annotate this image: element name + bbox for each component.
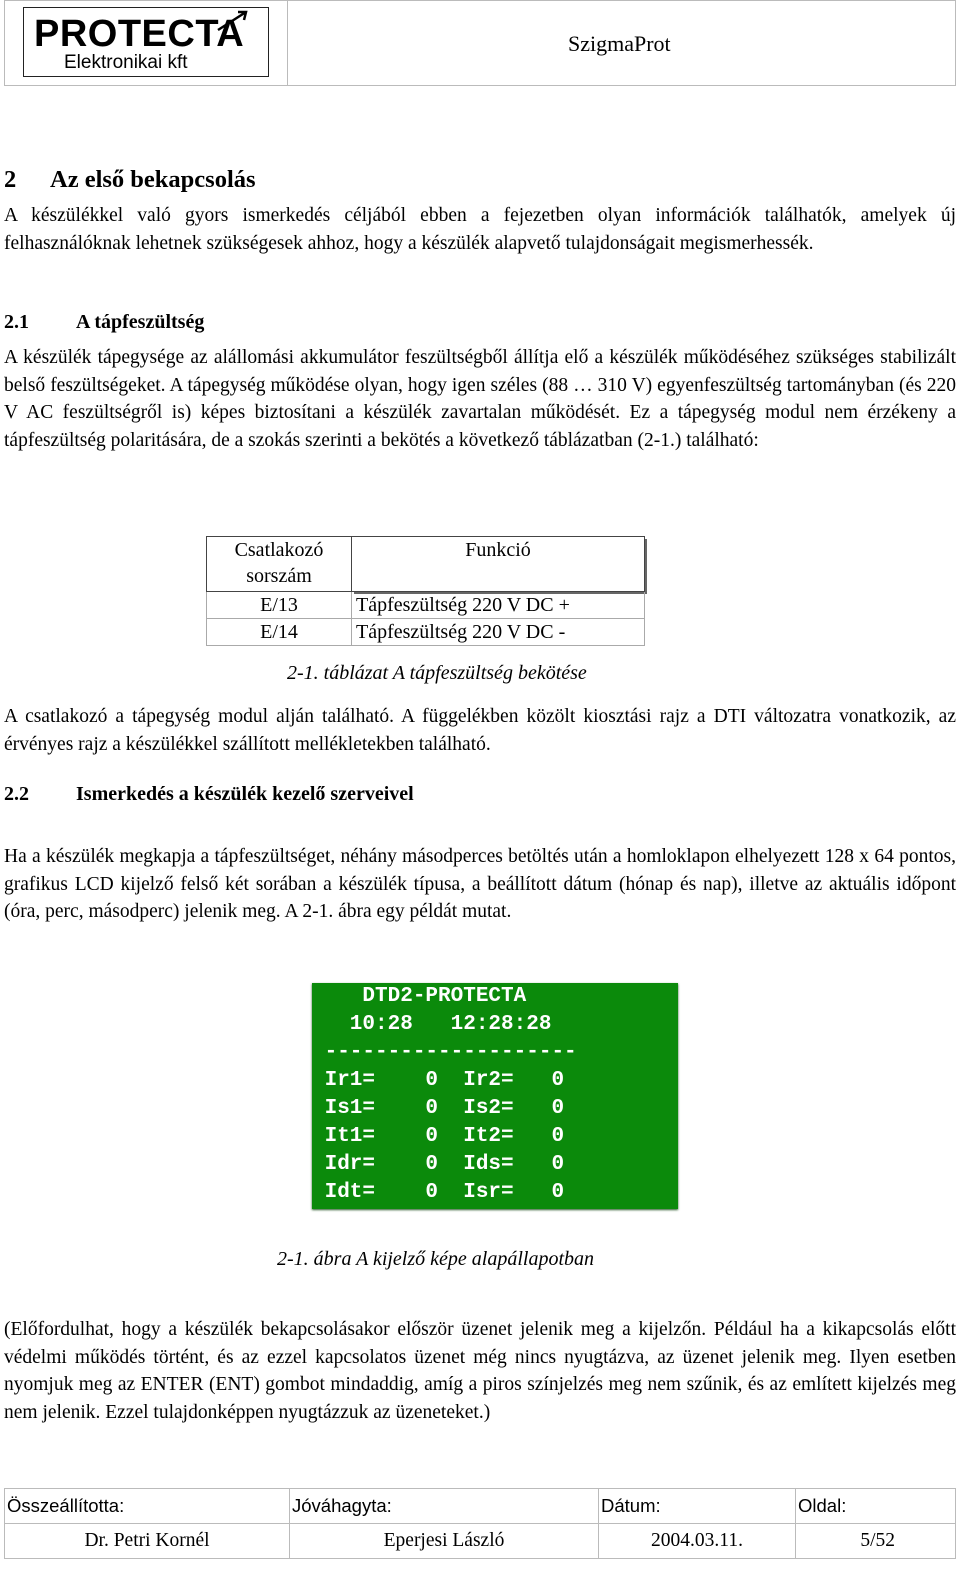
figure-caption: 2-1. ábra A kijelző képe alapállapotban bbox=[277, 1248, 595, 1270]
lcd-line: -------------------- bbox=[312, 1041, 577, 1064]
subsection-title: Ismerkedés a készülék kezelő szerveivel bbox=[76, 783, 414, 805]
footer-table bbox=[4, 1488, 956, 1559]
table-cell: Tápfeszültség 220 V DC - bbox=[352, 619, 645, 646]
logo-subtitle: Elektronikai kft bbox=[64, 52, 188, 73]
footer-value-row bbox=[5, 1524, 956, 1559]
subsection-body-2-1: A készülék tápegysége az alállomási akkumulátor feszültségből állítja elő a készülék működéséhez szükséges stabilizált belső feszültségeket. A tápegység működése olyan, hogy igen széles (88 … 310 V) egyenfeszültség tartományban (és 220 V AC feszültségről is) képes biztosítani a készülék zavartalan működését. Ez a tápegység modul nem érzékeny a tápfeszültség polaritására, de a szokás szerinti a bekötés a következő táblázatban (2-1.) található: bbox=[4, 347, 956, 451]
lcd-line: 10:28 12:28:28 bbox=[312, 1013, 552, 1036]
subsection-title: A tápfeszültség bbox=[76, 311, 205, 333]
lcd-line: Is1= 0 Is2= 0 bbox=[312, 1097, 565, 1120]
lcd-line: It1= 0 It2= 0 bbox=[312, 1125, 565, 1148]
footer-value: 5/52 bbox=[796, 1524, 956, 1559]
table-caption: 2-1. táblázat A tápfeszültség bekötése bbox=[287, 662, 587, 684]
closing-paragraph: (Előfordulhat, hogy a készülék bekapcsolásakor először üzenet jelenik meg a kijelzőn. Például ha a kikapcsolás előtt védelmi működés történt, és az ezzel kapcsolatos üzenet még nincs nyugtázva, az üzenet jelenik meg. Ilyen esetben nyomjuk meg az ENTER (ENT) gombot mindaddig, amíg a piros színjelzés meg nem szűnik, és az említett kijelzés meg nem jelenik. Ezzel tulajdonképpen nyugtázzuk az üzeneteket.) bbox=[4, 1319, 956, 1423]
table-header-cell: Funkció bbox=[352, 537, 645, 592]
section-number: 2 bbox=[4, 166, 17, 193]
logo-arrow-icon bbox=[212, 8, 252, 32]
table-header-cell: Csatlakozó sorszám bbox=[207, 537, 352, 592]
lcd-line: DTD2-PROTECTA bbox=[312, 985, 527, 1008]
lcd-display bbox=[312, 983, 678, 1209]
table-row bbox=[207, 619, 645, 646]
subsection-heading-2-2 bbox=[4, 783, 414, 806]
subsection-body-2-2: Ha a készülék megkapja a tápfeszültséget, néhány másodperces betöltés után a homloklapon elhelyezett 128 x 64 pontos, grafikus LCD kijelző felső két sorában a készülék típusa, a beállított dátum (hónap és nap), illetve az aktuális időpont (óra, perc, másodperc) jelenik meg. A 2-1. ábra egy példát mutat. bbox=[4, 846, 956, 922]
table-header-row bbox=[207, 537, 645, 592]
connector-table bbox=[206, 536, 645, 646]
after-table-text: A csatlakozó a tápegység modul alján található. A függelékben közölt kiosztási rajz a DTI változatra vonatkozik, az érvényes rajz a készülékkel szállított mellékletekben található. bbox=[4, 706, 956, 755]
logo-cell bbox=[5, 1, 288, 85]
table-row bbox=[207, 592, 645, 619]
footer-label: Dátum: bbox=[599, 1489, 796, 1524]
footer-label: Oldal: bbox=[796, 1489, 956, 1524]
section-title: Az első bekapcsolás bbox=[50, 166, 256, 193]
subsection-heading-2-1 bbox=[4, 311, 204, 334]
lcd-line: Idt= 0 Isr= 0 bbox=[312, 1181, 565, 1204]
footer-value: 2004.03.11. bbox=[599, 1524, 796, 1559]
footer-label: Jóváhagyta: bbox=[290, 1489, 599, 1524]
subsection-number: 2.1 bbox=[4, 311, 29, 333]
table-cell: E/14 bbox=[207, 619, 352, 646]
product-name: SzigmaProt bbox=[568, 31, 671, 56]
company-logo bbox=[23, 7, 269, 77]
footer-label: Összeállította: bbox=[5, 1489, 290, 1524]
lcd-line: Ir1= 0 Ir2= 0 bbox=[312, 1069, 565, 1092]
subsection-number: 2.2 bbox=[4, 783, 29, 805]
footer-value: Eperjesi László bbox=[290, 1524, 599, 1559]
table-cell: E/13 bbox=[207, 592, 352, 619]
page-header bbox=[4, 0, 956, 86]
footer-value: Dr. Petri Kornél bbox=[5, 1524, 290, 1559]
lcd-line: Idr= 0 Ids= 0 bbox=[312, 1153, 565, 1176]
footer-label-row bbox=[5, 1489, 956, 1524]
section-intro: A készülékkel való gyors ismerkedés céljából ebben a fejezetben olyan információk találhatók, amelyek új felhasználóknak lehetnek szükségesek ahhoz, hogy a készülék alapvető tulajdonságait megismerhessék. bbox=[4, 205, 956, 254]
logo-wordmark: PROTECTA bbox=[34, 13, 245, 55]
table-cell: Tápfeszültség 220 V DC + bbox=[352, 592, 645, 619]
section-heading bbox=[4, 166, 256, 194]
